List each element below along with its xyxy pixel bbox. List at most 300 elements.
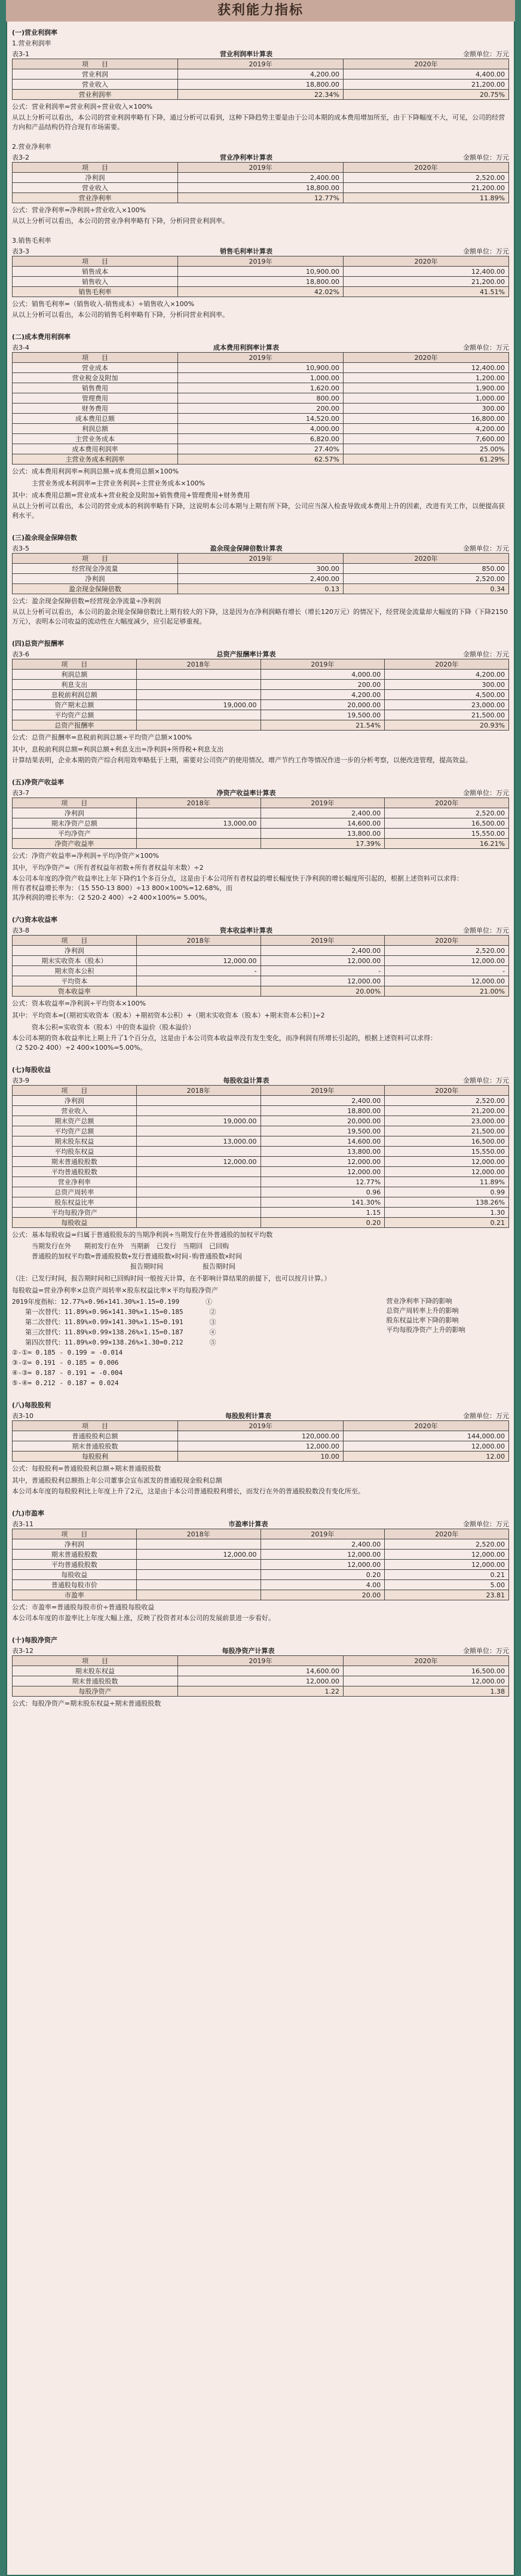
table-header-row bbox=[13, 659, 509, 670]
column-header: 2019年 bbox=[178, 353, 344, 363]
s10-table-block bbox=[12, 1411, 509, 1462]
row-label: 期末普通股股数 bbox=[13, 1157, 137, 1167]
table-number: 表3-10 bbox=[12, 1412, 33, 1420]
table-row bbox=[13, 680, 509, 690]
table-title: 总资产报酬率计算表 bbox=[216, 650, 276, 658]
cell-value: - bbox=[260, 966, 385, 976]
column-header: 2020年 bbox=[344, 353, 509, 363]
spacer bbox=[12, 903, 509, 911]
cell-value: 13,000.00 bbox=[136, 1136, 260, 1147]
s6-table-block bbox=[12, 649, 509, 731]
table-row bbox=[13, 1218, 509, 1228]
cell-value: 15,550.00 bbox=[385, 829, 509, 839]
cell-value: 0.20 bbox=[260, 1570, 385, 1580]
row-label: 管理费用 bbox=[13, 393, 178, 404]
cell-value: 4.00 bbox=[260, 1580, 385, 1590]
column-header: 2020年 bbox=[385, 1086, 509, 1096]
row-label: 期末资产总额 bbox=[13, 1116, 137, 1126]
table-unit: 金额单位：万元 bbox=[463, 1520, 509, 1528]
table-unit: 金额单位：万元 bbox=[463, 344, 509, 352]
table-row bbox=[13, 1136, 509, 1147]
section-heading: (六)资本收益率 bbox=[12, 916, 58, 924]
column-header: 2020年 bbox=[344, 1656, 509, 1666]
s8-table bbox=[12, 935, 509, 997]
s4-table-block bbox=[12, 343, 509, 465]
cell-value: 0.21 bbox=[385, 1218, 509, 1228]
section-heading: (七)每股收益 bbox=[12, 1066, 51, 1074]
row-label: 每股净资产 bbox=[13, 1686, 178, 1697]
cell-value bbox=[136, 1560, 260, 1570]
s11-table-caption bbox=[12, 1519, 509, 1529]
column-header: 2020年 bbox=[344, 1421, 509, 1431]
column-header: 项 目 bbox=[13, 659, 137, 670]
s9-table-block bbox=[12, 1075, 509, 1228]
table-number: 表3-3 bbox=[12, 247, 29, 255]
cell-value: 21.00% bbox=[385, 986, 509, 997]
formula-text: 公式：净资产收益率=净利润÷平均净资产×100% bbox=[12, 852, 160, 860]
cell-value: 20.00 bbox=[260, 1590, 385, 1600]
cell-value bbox=[136, 986, 260, 997]
cell-value: 14,600.00 bbox=[260, 1136, 385, 1147]
table-row bbox=[13, 1208, 509, 1218]
cell-value: 18,800.00 bbox=[178, 183, 344, 193]
row-label: 平均资本 bbox=[13, 976, 137, 986]
cell-value: 4,400.00 bbox=[344, 69, 509, 80]
cell-value: 12,000.00 bbox=[385, 1560, 509, 1570]
s6-table-caption bbox=[12, 649, 509, 659]
analysis-text: 本公司本年度的市盈率比上年度大幅上涨，反映了投资者对本公司的发展前景进一步看好。 bbox=[12, 1614, 275, 1622]
cell-value: 19,000.00 bbox=[136, 1116, 260, 1126]
row-label: 营业净利率 bbox=[13, 1177, 137, 1187]
analysis-text: 从以上分析可以看出，本公司的盈余现金保障倍数比上期有较大的下降，这是因为在净利润略有增长（增长120万元）的情况下，经营现金流量却大幅度的下降（下降2150万元），表明本公司收益的流动性在大幅度减少，应引起足够重视。 bbox=[12, 608, 508, 625]
s3-table bbox=[12, 256, 509, 297]
table-header-row bbox=[13, 1086, 509, 1096]
row-label: 营业成本 bbox=[13, 363, 178, 373]
cell-value: 0.34 bbox=[344, 584, 509, 594]
cell-value: 0.21 bbox=[385, 1570, 509, 1580]
section-heading: (五)净资产收益率 bbox=[12, 778, 65, 786]
column-header: 2018年 bbox=[136, 1086, 260, 1096]
cell-value: 850.00 bbox=[344, 564, 509, 574]
cell-value: 41.51% bbox=[344, 287, 509, 297]
cell-value: 1,620.00 bbox=[178, 383, 344, 393]
table-row bbox=[13, 69, 509, 80]
column-header: 2019年 bbox=[178, 163, 344, 173]
formula-detail: 报告期时间 报告期时间 bbox=[12, 1263, 235, 1270]
table-title: 营业净利率计算表 bbox=[219, 154, 272, 161]
table-row bbox=[13, 946, 509, 956]
table-header-row bbox=[13, 1656, 509, 1666]
table-row bbox=[13, 1666, 509, 1676]
table-number: 表3-9 bbox=[12, 1077, 29, 1084]
formula-text: 公式：营业利润率=营业利润÷营业收入×100% bbox=[12, 103, 153, 111]
table-row bbox=[13, 363, 509, 373]
cell-value: 300.00 bbox=[344, 404, 509, 414]
analysis-text: （2 520-2 400）÷2 400×100%=5.00%。 bbox=[12, 1044, 147, 1052]
table-row bbox=[13, 986, 509, 997]
formula-text: 公式：销售毛利率=（销售收入-销售成本）÷销售收入×100% bbox=[12, 300, 195, 308]
cell-value: - bbox=[136, 966, 260, 976]
table-row bbox=[13, 434, 509, 444]
row-label: 营业利润率 bbox=[13, 90, 178, 100]
cell-value: 120,000.00 bbox=[178, 1431, 344, 1441]
formula-text: 其中，平均净资产=（所有者权益年初数+所有者权益年末数）÷2 bbox=[12, 864, 204, 872]
cell-value: 20.93% bbox=[385, 720, 509, 731]
cell-value: 16,500.00 bbox=[344, 1666, 509, 1676]
s7-table bbox=[12, 797, 509, 849]
formula-text: 公式：每股股利=普通股股利总额÷期末普通股股数 bbox=[12, 1465, 161, 1472]
cell-value: 13,000.00 bbox=[136, 818, 260, 829]
row-label: 期末资本公积 bbox=[13, 966, 137, 976]
cell-value: 21.54% bbox=[260, 720, 385, 731]
cell-value: 2,400.00 bbox=[178, 173, 344, 183]
table-row bbox=[13, 277, 509, 287]
table-title: 市盈率计算表 bbox=[228, 1520, 268, 1528]
table-number: 表3-8 bbox=[12, 927, 29, 934]
table-title: 每股净资产计算表 bbox=[222, 1647, 275, 1655]
column-header: 2020年 bbox=[344, 256, 509, 267]
table-row bbox=[13, 1686, 509, 1697]
cell-value: 2,520.00 bbox=[385, 1096, 509, 1106]
s12-table bbox=[12, 1655, 509, 1697]
cell-value: 13,800.00 bbox=[260, 1147, 385, 1157]
cell-value: 2,520.00 bbox=[385, 1539, 509, 1550]
table-number: 表3-5 bbox=[12, 545, 29, 552]
table-row bbox=[13, 1187, 509, 1197]
cell-value: 0.13 bbox=[178, 584, 344, 594]
s2-table bbox=[12, 162, 509, 203]
cell-value: 300.00 bbox=[385, 680, 509, 690]
cell-value: 12,000.00 bbox=[178, 1441, 344, 1452]
cell-value: 12,000.00 bbox=[344, 1441, 509, 1452]
factor-explanation: 股东权益比率下降的影响 bbox=[386, 1316, 459, 1324]
column-header: 2020年 bbox=[385, 936, 509, 946]
table-title: 销售毛利率计算表 bbox=[219, 247, 272, 255]
cell-value: 19,500.00 bbox=[260, 710, 385, 720]
row-label: 期末普通股股数 bbox=[13, 1441, 178, 1452]
cell-value: 12.77% bbox=[260, 1177, 385, 1187]
cell-value: 800.00 bbox=[178, 393, 344, 404]
analysis-text: 从以上分析可以看出，本公司的营业净利率略有下降，分析同营业利润率。 bbox=[12, 217, 229, 225]
column-header: 2019年 bbox=[260, 936, 385, 946]
section-heading: (一)营业利润率 bbox=[12, 29, 58, 36]
row-label: 营业净利率 bbox=[13, 193, 178, 203]
spacer bbox=[12, 1388, 509, 1397]
row-label: 营业税金及附加 bbox=[13, 373, 178, 383]
s7-table-block bbox=[12, 788, 509, 849]
cell-value bbox=[136, 1570, 260, 1580]
table-number: 表3-11 bbox=[12, 1520, 33, 1528]
cell-value bbox=[136, 1197, 260, 1208]
table-row bbox=[13, 690, 509, 700]
table-row bbox=[13, 424, 509, 434]
cell-value: 1.15 bbox=[260, 1208, 385, 1218]
table-header-row bbox=[13, 353, 509, 363]
decomposition-text: 每股收益=营业净利率×总资产周转率×股东权益比率×平均每股净资产 bbox=[12, 1287, 218, 1294]
table-unit: 金额单位：万元 bbox=[463, 247, 509, 255]
cell-value: 10.00 bbox=[178, 1452, 344, 1462]
s10-table bbox=[12, 1420, 509, 1462]
cell-value bbox=[136, 839, 260, 849]
cell-value: 21,200.00 bbox=[344, 277, 509, 287]
cell-value: 15,550.00 bbox=[385, 1147, 509, 1157]
cell-value: 12,000.00 bbox=[260, 956, 385, 966]
row-label: 期末股东权益 bbox=[13, 1666, 178, 1676]
cell-value: 5.00 bbox=[385, 1580, 509, 1590]
cell-value: 10,900.00 bbox=[178, 363, 344, 373]
table-unit: 金额单位：万元 bbox=[463, 50, 509, 58]
table-header-row bbox=[13, 59, 509, 69]
cell-value: 12,400.00 bbox=[344, 267, 509, 277]
formula-text: 公式：基本每股收益=归属于普通股股东的当期净利润÷当期发行在外普通股的加权平均数 bbox=[12, 1231, 273, 1239]
column-header: 项 目 bbox=[13, 1529, 137, 1539]
cell-value bbox=[136, 690, 260, 700]
cell-value bbox=[136, 1208, 260, 1218]
table-header-row bbox=[13, 936, 509, 946]
row-label: 成本费用利润率 bbox=[13, 444, 178, 454]
subsection-heading: 1.营业利润率 bbox=[12, 39, 51, 47]
s11-table-block bbox=[12, 1519, 509, 1600]
column-header: 2018年 bbox=[136, 1529, 260, 1539]
column-header: 2020年 bbox=[385, 659, 509, 670]
cell-value: 14,600.00 bbox=[178, 1666, 344, 1676]
factor-explanation: 营业净利率下降的影响 bbox=[386, 1297, 452, 1305]
section-heading: (二)成本费用利润率 bbox=[12, 333, 71, 341]
table-row bbox=[13, 183, 509, 193]
row-label: 平均资产总额 bbox=[13, 1126, 137, 1136]
s1-table-caption bbox=[12, 49, 509, 59]
s7-table-caption bbox=[12, 788, 509, 797]
cell-value: 4,000.00 bbox=[178, 424, 344, 434]
column-header: 项 目 bbox=[13, 798, 137, 808]
cell-value: 2,400.00 bbox=[178, 574, 344, 584]
cell-value: 138.26% bbox=[385, 1197, 509, 1208]
factor-explanation: 总资产周转率上升的影响 bbox=[386, 1307, 459, 1315]
table-row bbox=[13, 720, 509, 731]
column-header: 2018年 bbox=[136, 659, 260, 670]
cell-value: 21,500.00 bbox=[385, 1126, 509, 1136]
cell-value: 11.89% bbox=[385, 1177, 509, 1187]
table-row bbox=[13, 710, 509, 720]
cell-value bbox=[136, 710, 260, 720]
analysis-text: 从以上分析可以看出，本公司的营业利润率略有下降，通过分析可以看到，这种下降趋势主要是由于公司本期的成本费用增加所至，由于下降幅度不大，可见，公司的经营方向和产品结构仍符合现有市场需要。 bbox=[12, 114, 505, 131]
cell-value: 14,520.00 bbox=[178, 414, 344, 424]
table-number: 表3-4 bbox=[12, 344, 29, 352]
s1-table-block bbox=[12, 49, 509, 100]
cell-value: 4,200.00 bbox=[344, 424, 509, 434]
section-heading: (八)每股股利 bbox=[12, 1401, 51, 1409]
cell-value: 1.38 bbox=[344, 1686, 509, 1697]
table-row bbox=[13, 1441, 509, 1452]
cell-value: 19,000.00 bbox=[136, 700, 260, 710]
spacer bbox=[12, 627, 509, 635]
spacer bbox=[12, 226, 509, 234]
row-label: 平均普通股股数 bbox=[13, 1560, 137, 1570]
table-unit: 金额单位：万元 bbox=[463, 927, 509, 934]
cell-value: 1.22 bbox=[178, 1686, 344, 1697]
cell-value bbox=[136, 829, 260, 839]
cell-value: 21,200.00 bbox=[344, 80, 509, 90]
cell-value: 6,820.00 bbox=[178, 434, 344, 444]
cell-value: 4,200.00 bbox=[260, 690, 385, 700]
factor-lines: 2019年度指标：12.77%×0.96×141.30%×1.15=0.199 ① 第一次替代：11.89%×0.96×141.30%×1.15=0.185 ② 第二次替代：11.89%×0.99×141.30%×1.15=0.191 ③ 第三次替代：11.89%×0.99×138.26%×1.15=0.187 ④ 第四次替代：11.89%×0.99×138.26%×1.30=0.212 ⑤ ②-①= 0.185 - 0.199 = -0.014 ③-②= 0.191 - 0.185 = 0.006 ④-③= 0.187 - 0.191 = -0.004 ⑤-④= 0.212 - 0.187 = 0.024 bbox=[12, 1298, 216, 1387]
row-label: 营业收入 bbox=[13, 80, 178, 90]
table-header-row bbox=[13, 1421, 509, 1431]
row-label: 净利润 bbox=[13, 808, 137, 818]
table-row bbox=[13, 383, 509, 393]
cell-value: 11.89% bbox=[344, 193, 509, 203]
cell-value bbox=[136, 670, 260, 680]
table-row bbox=[13, 1676, 509, 1686]
report-page bbox=[6, 0, 515, 2576]
column-header: 项 目 bbox=[13, 1656, 178, 1666]
s8-table-block bbox=[12, 925, 509, 997]
table-row bbox=[13, 1560, 509, 1570]
s3-table-caption bbox=[12, 246, 509, 256]
spacer bbox=[12, 765, 509, 774]
row-label: 经营现金净流量 bbox=[13, 564, 178, 574]
cell-value: 20,000.00 bbox=[260, 700, 385, 710]
cell-value: 18,800.00 bbox=[178, 277, 344, 287]
formula-text: 资本公积=实收资本（股本）中的资本溢价（股本溢价） bbox=[12, 1023, 195, 1031]
spacer bbox=[12, 521, 509, 529]
factor-explanation: 平均每股净资产上升的影响 bbox=[386, 1326, 465, 1334]
table-header-row bbox=[13, 163, 509, 173]
formula-detail: 普通股的加权平均数=普通股股数+发行普通股数×时间-购普通股数×时间 bbox=[12, 1252, 243, 1260]
formula-text: 其中，息税前利润总额=利润总额+利息支出=净利润+所得税+利息支出 bbox=[12, 745, 224, 753]
s9-table-caption bbox=[12, 1075, 509, 1085]
cell-value: 42.02% bbox=[178, 287, 344, 297]
table-unit: 金额单位：万元 bbox=[463, 650, 509, 658]
row-label: 净利润 bbox=[13, 946, 137, 956]
spacer bbox=[12, 1623, 509, 1631]
section-heading: (四)总资产报酬率 bbox=[12, 640, 65, 647]
row-label: 销售成本 bbox=[13, 267, 178, 277]
s2-table-caption bbox=[12, 152, 509, 162]
cell-value: 12,000.00 bbox=[344, 1676, 509, 1686]
row-label: 期末普通股股数 bbox=[13, 1676, 178, 1686]
formula-detail: 当期发行在外 期初发行在外 当期新 已发行 当期回 已回购 bbox=[12, 1242, 229, 1250]
table-row bbox=[13, 287, 509, 297]
row-label: 资本收益率 bbox=[13, 986, 137, 997]
formula-text: 公式：资本收益率=净利润÷平均资本×100% bbox=[12, 1000, 146, 1007]
row-label: 营业收入 bbox=[13, 1106, 137, 1116]
s10-table-caption bbox=[12, 1411, 509, 1420]
s2-table-block bbox=[12, 152, 509, 203]
row-label: 净利润 bbox=[13, 1539, 137, 1550]
row-label: 利润总额 bbox=[13, 670, 137, 680]
table-title: 营业利润率计算表 bbox=[219, 50, 272, 58]
table-row bbox=[13, 1431, 509, 1441]
table-number: 表3-6 bbox=[12, 650, 29, 658]
cell-value: 4,200.00 bbox=[178, 69, 344, 80]
row-label: 利润总额 bbox=[13, 424, 178, 434]
table-row bbox=[13, 1550, 509, 1560]
cell-value bbox=[136, 1590, 260, 1600]
s5-table bbox=[12, 553, 509, 594]
s8-table-caption bbox=[12, 925, 509, 935]
column-header: 2019年 bbox=[178, 1421, 344, 1431]
section-heading: (三)盈余现金保障倍数 bbox=[12, 534, 78, 542]
cell-value: 1,000.00 bbox=[178, 373, 344, 383]
table-number: 表3-1 bbox=[12, 50, 29, 58]
row-label: 销售费用 bbox=[13, 383, 178, 393]
row-label: 总资产周转率 bbox=[13, 1187, 137, 1197]
table-row bbox=[13, 90, 509, 100]
table-row bbox=[13, 1197, 509, 1208]
cell-value bbox=[136, 1177, 260, 1187]
table-row bbox=[13, 1452, 509, 1462]
page-title: 获利能力指标 bbox=[6, 0, 515, 22]
cell-value bbox=[136, 1580, 260, 1590]
formula-text: 公式：营业净利率=净利润÷营业收入×100% bbox=[12, 206, 146, 214]
report-content bbox=[6, 22, 515, 1721]
table-header-row bbox=[13, 798, 509, 808]
cell-value bbox=[136, 1147, 260, 1157]
cell-value: 2,520.00 bbox=[385, 946, 509, 956]
cell-value: 20.75% bbox=[344, 90, 509, 100]
cell-value: 2,400.00 bbox=[260, 1539, 385, 1550]
table-title: 每股收益计算表 bbox=[223, 1077, 269, 1084]
table-row bbox=[13, 267, 509, 277]
row-label: 每股股利 bbox=[13, 1452, 178, 1462]
formula-text: 主营业务成本利润率=主营业务利润÷主营业务成本×100% bbox=[12, 479, 206, 487]
section-heading: (十)每股净资产 bbox=[12, 1636, 58, 1644]
subsection-heading: 2.营业净利率 bbox=[12, 143, 51, 151]
analysis-text: 本公司本期的资本收益率比上期上升了1个百分点，这是由于本公司资本收益率没有发生变化，而净利润有所增长引起的，根据上述资料可以求得： bbox=[12, 1034, 437, 1042]
cell-value: 200.00 bbox=[260, 680, 385, 690]
s3-table-block bbox=[12, 246, 509, 297]
s4-table bbox=[12, 352, 509, 465]
column-header: 2020年 bbox=[344, 554, 509, 564]
cell-value: 12,000.00 bbox=[260, 1157, 385, 1167]
s6-table bbox=[12, 659, 509, 731]
row-label: 普通股每股市价 bbox=[13, 1580, 137, 1590]
formula-text: 公式：每股净资产=期末股东权益÷期末普通股股数 bbox=[12, 1700, 161, 1707]
row-label: 主营业务成本利润率 bbox=[13, 454, 178, 465]
table-row bbox=[13, 1106, 509, 1116]
column-header: 2020年 bbox=[385, 1529, 509, 1539]
row-label: 期末股东权益 bbox=[13, 1136, 137, 1147]
table-row bbox=[13, 404, 509, 414]
row-label: 资产期末总额 bbox=[13, 700, 137, 710]
s12-table-caption bbox=[12, 1646, 509, 1655]
table-row bbox=[13, 193, 509, 203]
cell-value: 1.30 bbox=[385, 1208, 509, 1218]
cell-value bbox=[136, 1126, 260, 1136]
cell-value: 12,000.00 bbox=[136, 1550, 260, 1560]
s12-table-block bbox=[12, 1646, 509, 1697]
cell-value: 2,520.00 bbox=[344, 574, 509, 584]
cell-value: 12,000.00 bbox=[260, 1167, 385, 1177]
cell-value: 16,500.00 bbox=[385, 818, 509, 829]
table-unit: 金额单位：万元 bbox=[463, 154, 509, 161]
cell-value: 16,800.00 bbox=[344, 414, 509, 424]
cell-value bbox=[136, 976, 260, 986]
cell-value: 1,900.00 bbox=[344, 383, 509, 393]
cell-value: 12,000.00 bbox=[385, 956, 509, 966]
cell-value: 4,200.00 bbox=[385, 670, 509, 680]
row-label: 销售毛利率 bbox=[13, 287, 178, 297]
table-row bbox=[13, 444, 509, 454]
table-row bbox=[13, 1157, 509, 1167]
row-label: 利息支出 bbox=[13, 680, 137, 690]
cell-value: 0.20 bbox=[260, 1218, 385, 1228]
cell-value: 25.00% bbox=[344, 444, 509, 454]
analysis-text: 从以上分析可以看出，本公司的销售毛利率略有下降，分析同营业利润率。 bbox=[12, 311, 229, 319]
row-label: 净利润 bbox=[13, 574, 178, 584]
table-number: 表3-2 bbox=[12, 154, 29, 161]
